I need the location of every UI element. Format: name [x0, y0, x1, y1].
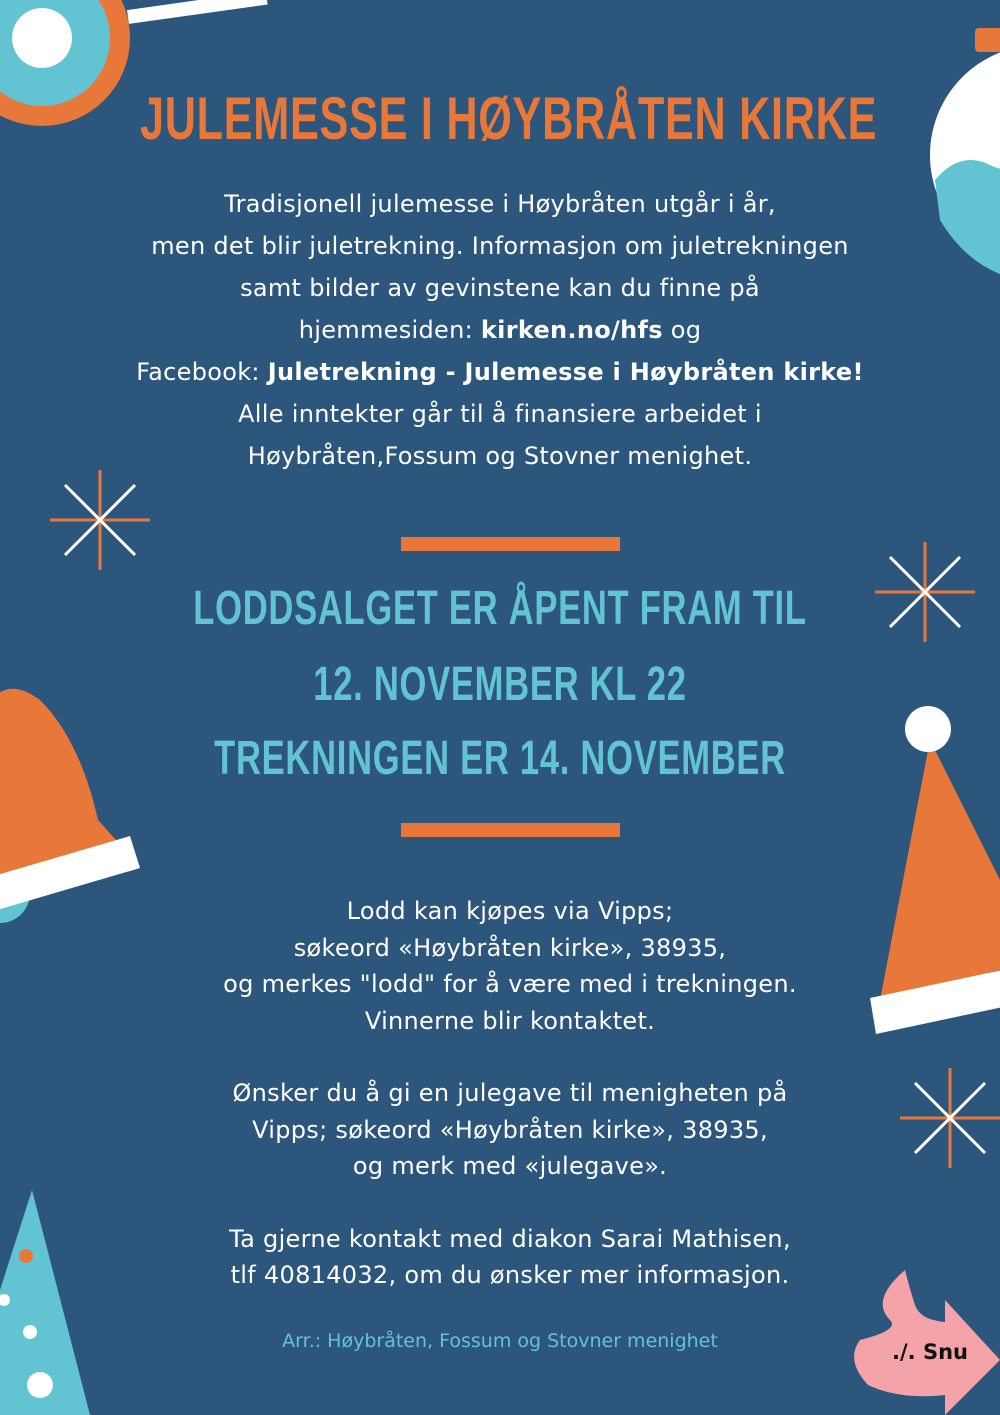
intro-text-suffix: og — [662, 316, 702, 344]
intro-line: Høybråten,Fossum og Stovner menighet. — [247, 442, 753, 470]
gift-line: og merk med «julegave». — [352, 1152, 668, 1180]
organizer-text: Arr.: Høybråten, Fossum og Stovner menighet — [282, 1330, 718, 1352]
intro-line: men det blir juletrekning. Informasjon om juletrekningen — [151, 232, 849, 260]
website-link[interactable]: kirken.no/hfs — [480, 316, 663, 344]
intro-line — [40, 351, 960, 393]
spacer — [60, 1039, 960, 1075]
turn-page-label: ./. Snu — [892, 1340, 968, 1364]
intro-text-prefix: hjemmesiden: — [298, 316, 481, 344]
divider — [401, 537, 620, 551]
facebook-label: Facebook: — [136, 358, 268, 386]
spacer — [60, 1185, 960, 1221]
divider — [401, 823, 620, 837]
purchase-line: søkeord «Høybråten kirke», 38935, — [293, 933, 727, 962]
details-text — [60, 893, 960, 1294]
intro-line: samt bilder av gevinstene kan du finne på — [240, 274, 760, 302]
intro-line: Alle inntekter går til å finansiere arbeidet i — [238, 400, 762, 428]
facebook-page-name: Juletrekning - Julemesse i Høybråten kirke! — [267, 358, 864, 386]
intro-line — [40, 309, 960, 351]
page-title: JULEMESSE I HØYBRÅTEN KIRKE — [140, 85, 878, 152]
gift-line: Vipps; søkeord «Høybråten kirke», 38935, — [252, 1115, 768, 1144]
bell-icon — [0, 689, 140, 923]
purchase-line: Vinnerne blir kontaktet. — [364, 1006, 656, 1035]
announcement-line: TREKNINGEN ER 14. NOVEMBER — [214, 732, 786, 785]
contact-line: Ta gjerne kontakt med diakon Sarai Mathisen, — [229, 1224, 791, 1253]
snowflake-icon — [875, 542, 975, 642]
gift-line: Ønsker du å gi en julegave til menigheten på — [232, 1079, 788, 1107]
snowflake-icon — [50, 470, 150, 570]
purchase-line: og merkes "lodd" for å være med i trekningen. — [223, 970, 797, 998]
announcement-line: 12. NOVEMBER KL 22 — [313, 658, 687, 711]
intro-text — [40, 183, 960, 477]
contact-line: tlf 40814032, om du ønsker mer informasjon. — [230, 1261, 790, 1289]
purchase-line: Lodd kan kjøpes via Vipps; — [346, 897, 674, 925]
intro-line: Tradisjonell julemesse i Høybråten utgår i år, — [224, 190, 776, 218]
announcement-line: LODDSALGET ER ÅPENT FRAM TIL — [193, 582, 807, 635]
